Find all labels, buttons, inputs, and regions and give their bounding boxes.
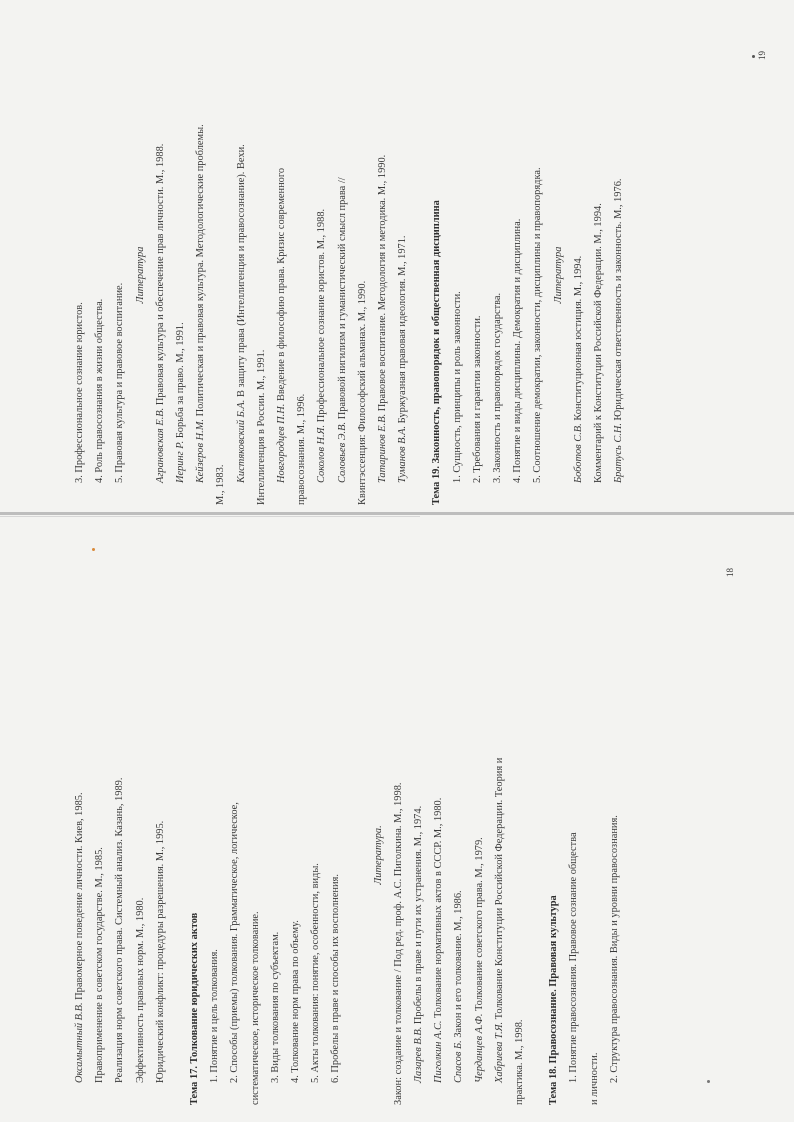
literature-heading: Литература (134, 246, 146, 304)
list-item: 2. Требования и гарантии законности. (471, 315, 483, 483)
list-item-cont: и личности. (588, 1052, 600, 1105)
literature-item-cont: М., 1983. (215, 464, 227, 505)
literature-list-2 (569, 45, 630, 505)
topic-19-list (448, 45, 549, 505)
literature-list (151, 45, 414, 505)
literature-item: Соловьев Э.В. Правовой нигилизм и гуманистический смысл права // (336, 177, 348, 483)
literature-item: Кейзеров Н.М. Политическая и правовая культура. Методологические проблемы. (195, 124, 207, 483)
literature-item: Братусь С.Н. Юридическая ответственность и законность. М., 1976. (613, 178, 625, 483)
literature-heading: Литература. (372, 825, 384, 885)
list-item: 4. Понятие и виды дисциплины. Демократия и дисциплина. (512, 218, 524, 483)
literature-item: Кистяковский Б.А. В защиту права (Интеллигенция и правосознание). Вехи. (235, 144, 247, 483)
page-fold-shadow (0, 516, 420, 517)
list-item: 2. Структура правосознания. Виды и уровни правосознания. (608, 815, 620, 1083)
literature-item-cont: Интеллигенция в России. М., 1991. (255, 349, 267, 505)
list-item: 4. Роль правосознания в жизни общества. (94, 298, 106, 483)
list-item: 5. Акты толкования: понятие, особенности, виды. (310, 863, 322, 1083)
literature-item: Реализация норм советского права. Системный анализ. Казань, 1989. (114, 777, 126, 1083)
topic-18-list (564, 605, 625, 1105)
list-item: 3. Виды толкования по субъектам. (269, 931, 281, 1083)
literature-item: Боботов С.В. Конституционная юстиция. М., 1994. (572, 255, 584, 483)
topic-17-title: Тема 17. Толкование юридических актов (189, 912, 201, 1105)
list-item: 3. Законность и правопорядок государства. (492, 292, 504, 483)
literature-list (389, 605, 530, 1105)
literature-item: Соколов Н.Я. Профессиональное сознание юристов. М., 1988. (316, 208, 328, 483)
literature-item: Аграновская Е.В. Правовая культура и обеспечение прав личности. М., 1988. (154, 143, 166, 483)
top-items-list (70, 45, 131, 505)
literature-item: Эффективность правовых норм. М., 1980. (134, 897, 146, 1083)
page-number-bottom: 18 (725, 568, 735, 577)
literature-item-cont: практика. М., 1998. (514, 1019, 526, 1105)
literature-item: Комментарий к Конституции Российской Федерации. М., 1994. (593, 203, 605, 483)
list-item: 6. Пробелы в праве и способы их восполнения. (330, 874, 342, 1083)
literature-item: Лазарев В.В. Пробелы в праве и пути их устранения. М., 1974. (413, 805, 425, 1083)
literature-heading-2: Литература (552, 246, 564, 304)
list-item: 5. Правовая культура и правовое воспитание. (114, 282, 126, 483)
literature-item: Хабриева Т.Я. Толкование Конституции Российской Федерации. Теория и (493, 757, 505, 1083)
literature-item: Пиголкин А.С. Толкование нормативных актов в СССР. М., 1980. (433, 797, 445, 1083)
literature-item: Туманов В.А. Буржуазная правовая идеология. М., 1971. (397, 235, 409, 483)
literature-item: Оксамытный В.В. Правомерное поведение личности. Киев, 1985. (74, 792, 85, 1083)
literature-item: Татаринов Е.В. Правовое воспитание. Методология и методика. М., 1990. (377, 154, 389, 483)
literature-item-cont: Квинтэссенция: Философский альманах. М., 1990. (356, 280, 368, 505)
list-item: 1. Понятие и цель толкования. (209, 949, 221, 1083)
list-item-cont: систематическое, историческое толкование. (249, 911, 261, 1105)
ink-speck (752, 55, 755, 58)
page-fold (0, 512, 794, 515)
page-number-top: 19 (757, 51, 767, 60)
literature-item-cont: правосознания. М., 1996. (296, 393, 308, 505)
top-page-column (70, 45, 629, 505)
literature-list-top (70, 605, 171, 1105)
literature-item: Правоприменение в советском государстве. М., 1985. (94, 847, 106, 1083)
ink-speck (92, 548, 95, 551)
literature-item: Юридический конфликт: процедуры разрешения. М., 1995. (154, 820, 166, 1083)
literature-item: Черданцев А.Ф. Толкование советского права. М., 1979. (473, 837, 485, 1083)
literature-item: Закон: создание и толкование / Под ред. проф. А.С. Пиголкина. М., 1998. (392, 782, 404, 1105)
literature-item: Спасов Б. Закон и его толкование. М., 1986. (453, 890, 465, 1083)
list-item: 2. Способы (приемы) толкования. Грамматическое, логическое, (229, 802, 241, 1083)
bottom-page-column (70, 605, 625, 1105)
topic-18-title: Тема 18. Правосознание. Правовая культура (548, 895, 560, 1105)
list-item: 3. Профессиональное сознание юристов. (74, 302, 85, 483)
literature-item: Новгородцев П.Н. Введение в философию права. Кризис современного (276, 167, 288, 483)
list-item: 1. Понятие правосознания. Правовое сознание общества (568, 832, 580, 1083)
literature-item: Иеринг Р. Борьба за право. М., 1991. (175, 322, 187, 483)
ink-speck (707, 1080, 710, 1083)
list-item: 1. Сущность, принципы и роль законности. (451, 291, 463, 483)
list-item: 5. Соотношение демократии, законности, дисциплины и правопорядка. (532, 167, 544, 483)
topic-17-list (205, 605, 346, 1105)
list-item: 4. Толкование норм права по объему. (290, 920, 302, 1083)
topic-19-title: Тема 19. Законность, правопорядок и общественная дисциплина (431, 200, 443, 505)
